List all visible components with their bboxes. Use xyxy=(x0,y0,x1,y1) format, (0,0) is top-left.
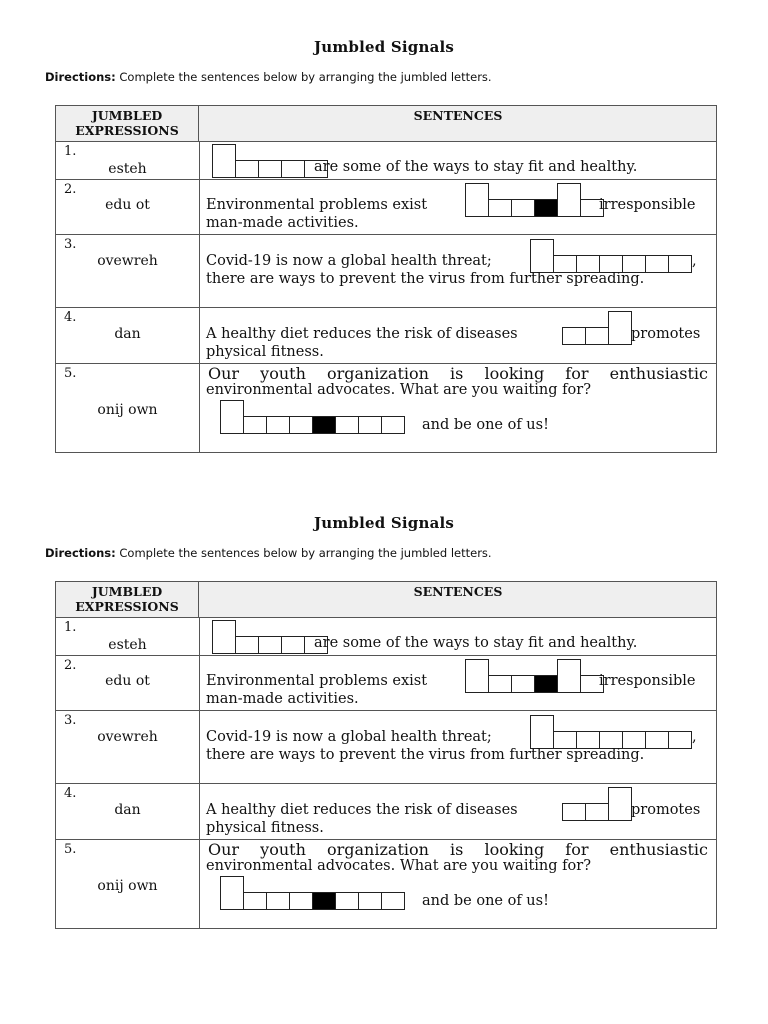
jumbled-word: edu ot xyxy=(105,673,150,689)
letter-box[interactable] xyxy=(220,876,244,910)
letter-box[interactable] xyxy=(511,675,535,693)
sentence-text: irresponsible xyxy=(599,673,696,689)
sentence-text: Our youth organization is looking for enthusiastic xyxy=(208,364,708,383)
jumbled-word: esteh xyxy=(108,637,147,653)
letter-box[interactable] xyxy=(381,892,405,910)
letter-box[interactable] xyxy=(235,160,259,178)
answer-boxes[interactable] xyxy=(466,183,604,217)
letter-box[interactable] xyxy=(562,803,586,821)
sentence-text: , xyxy=(692,253,697,269)
answer-boxes[interactable] xyxy=(563,787,632,821)
letter-box[interactable] xyxy=(289,892,313,910)
sentence-text: promotes xyxy=(631,802,701,818)
sentence-text-line2: man-made activities. xyxy=(206,691,359,707)
directions-label: Directions: xyxy=(45,546,116,560)
letter-box[interactable] xyxy=(488,675,512,693)
sentence-text: and be one of us! xyxy=(422,893,549,909)
sentence-text-line2: physical fitness. xyxy=(206,344,324,360)
row-number: 5. xyxy=(64,366,77,381)
sentence-text: are some of the ways to stay fit and healthy. xyxy=(314,635,638,651)
letter-box[interactable] xyxy=(258,160,282,178)
sentence-text-line2: there are ways to prevent the virus from further spreading. xyxy=(206,271,645,287)
sentence-text-line2: man-made activities. xyxy=(206,215,359,231)
letter-box[interactable] xyxy=(289,416,313,434)
row-number: 5. xyxy=(64,842,77,857)
table-row xyxy=(56,235,716,308)
letter-box[interactable] xyxy=(220,400,244,434)
sentence-text: and be one of us! xyxy=(422,417,549,433)
directions xyxy=(45,70,492,84)
header-sentences: SENTENCES xyxy=(413,584,503,599)
letter-box[interactable] xyxy=(645,731,669,749)
letter-box[interactable] xyxy=(557,659,581,693)
header-jumbled-expressions: JUMBLED EXPRESSIONS xyxy=(56,106,199,141)
table-row xyxy=(56,308,716,364)
row-number: 2. xyxy=(64,182,77,197)
letter-box[interactable] xyxy=(511,199,535,217)
letter-box[interactable] xyxy=(266,416,290,434)
sentence-text: are some of the ways to stay fit and healthy. xyxy=(314,159,638,175)
letter-box[interactable] xyxy=(266,892,290,910)
jumbled-word: ovewreh xyxy=(97,729,158,745)
sentence-text: Environmental problems exist xyxy=(206,673,428,689)
answer-boxes[interactable] xyxy=(563,311,632,345)
sentence-text-line2: environmental advocates. What are you waiting for? xyxy=(206,382,591,398)
row-number: 4. xyxy=(64,786,77,801)
header-sentences: SENTENCES xyxy=(413,108,503,123)
letter-box-shaded[interactable] xyxy=(534,675,558,693)
table-row xyxy=(56,711,716,784)
letter-box[interactable] xyxy=(212,144,236,178)
header-jumbled-expressions: JUMBLED EXPRESSIONS xyxy=(56,582,199,617)
letter-box[interactable] xyxy=(335,892,359,910)
letter-box[interactable] xyxy=(608,787,632,821)
letter-box[interactable] xyxy=(608,311,632,345)
letter-box[interactable] xyxy=(465,659,489,693)
row-number: 2. xyxy=(64,658,77,673)
jumbled-word: dan xyxy=(114,802,141,818)
table-row xyxy=(56,180,716,235)
letter-box-shaded[interactable] xyxy=(534,199,558,217)
letter-box[interactable] xyxy=(281,636,305,654)
letter-box-shaded[interactable] xyxy=(312,892,336,910)
sentence-text: Covid-19 is now a global health threat; xyxy=(206,729,492,745)
sentence-text: Covid-19 is now a global health threat; xyxy=(206,253,492,269)
letter-box[interactable] xyxy=(281,160,305,178)
table-row xyxy=(56,142,716,180)
letter-box[interactable] xyxy=(243,892,267,910)
letter-box[interactable] xyxy=(530,715,554,749)
row-number: 1. xyxy=(64,620,77,635)
letter-box[interactable] xyxy=(335,416,359,434)
sentence-text: irresponsible xyxy=(599,197,696,213)
jumbled-word: onij own xyxy=(97,878,158,894)
jumbled-table xyxy=(55,581,717,929)
jumbled-word: onij own xyxy=(97,402,158,418)
letter-box[interactable] xyxy=(488,199,512,217)
letter-box[interactable] xyxy=(358,416,382,434)
table-row xyxy=(56,656,716,711)
letter-box[interactable] xyxy=(358,892,382,910)
sentence-text-line2: physical fitness. xyxy=(206,820,324,836)
directions-label: Directions: xyxy=(45,70,116,84)
table-header xyxy=(56,582,716,618)
sentence-text: A healthy diet reduces the risk of diseases xyxy=(206,802,518,818)
sentence-text: Environmental problems exist xyxy=(206,197,428,213)
letter-box[interactable] xyxy=(562,327,586,345)
sentence-text-line2: there are ways to prevent the virus from further spreading. xyxy=(206,747,645,763)
table-row xyxy=(56,784,716,840)
row-number: 3. xyxy=(64,713,77,728)
letter-box[interactable] xyxy=(243,416,267,434)
letter-box[interactable] xyxy=(530,239,554,273)
letter-box[interactable] xyxy=(585,803,609,821)
letter-box[interactable] xyxy=(381,416,405,434)
sentence-text-line2: environmental advocates. What are you waiting for? xyxy=(206,858,591,874)
table-row xyxy=(56,840,716,928)
jumbled-word: edu ot xyxy=(105,197,150,213)
letter-box[interactable] xyxy=(258,636,282,654)
row-number: 4. xyxy=(64,310,77,325)
directions-text: Complete the sentences below by arranging the jumbled letters. xyxy=(115,70,492,84)
table-row xyxy=(56,364,716,452)
answer-boxes[interactable] xyxy=(466,659,604,693)
letter-box[interactable] xyxy=(668,731,692,749)
row-number: 3. xyxy=(64,237,77,252)
answer-boxes[interactable] xyxy=(213,144,328,178)
directions-text: Complete the sentences below by arranging the jumbled letters. xyxy=(115,546,492,560)
letter-box[interactable] xyxy=(585,327,609,345)
worksheet-title: Jumbled Signals xyxy=(313,514,455,532)
table-row xyxy=(56,618,716,656)
jumbled-word: ovewreh xyxy=(97,253,158,269)
sentence-text: , xyxy=(692,729,697,745)
letter-box[interactable] xyxy=(557,183,581,217)
answer-boxes[interactable] xyxy=(221,876,405,910)
directions xyxy=(45,546,492,560)
letter-box[interactable] xyxy=(645,255,669,273)
letter-box-shaded[interactable] xyxy=(312,416,336,434)
sentence-text: A healthy diet reduces the risk of diseases xyxy=(206,326,518,342)
worksheet-title: Jumbled Signals xyxy=(313,38,455,56)
sentence-text: Our youth organization is looking for enthusiastic xyxy=(208,840,708,859)
jumbled-word: dan xyxy=(114,326,141,342)
sentence-text: promotes xyxy=(631,326,701,342)
letter-box[interactable] xyxy=(235,636,259,654)
answer-boxes[interactable] xyxy=(531,715,692,749)
jumbled-table xyxy=(55,105,717,453)
letter-box[interactable] xyxy=(465,183,489,217)
jumbled-word: esteh xyxy=(108,161,147,177)
answer-boxes[interactable] xyxy=(221,400,405,434)
letter-box[interactable] xyxy=(668,255,692,273)
answer-boxes[interactable] xyxy=(213,620,328,654)
row-number: 1. xyxy=(64,144,77,159)
letter-box[interactable] xyxy=(212,620,236,654)
table-header xyxy=(56,106,716,142)
answer-boxes[interactable] xyxy=(531,239,692,273)
